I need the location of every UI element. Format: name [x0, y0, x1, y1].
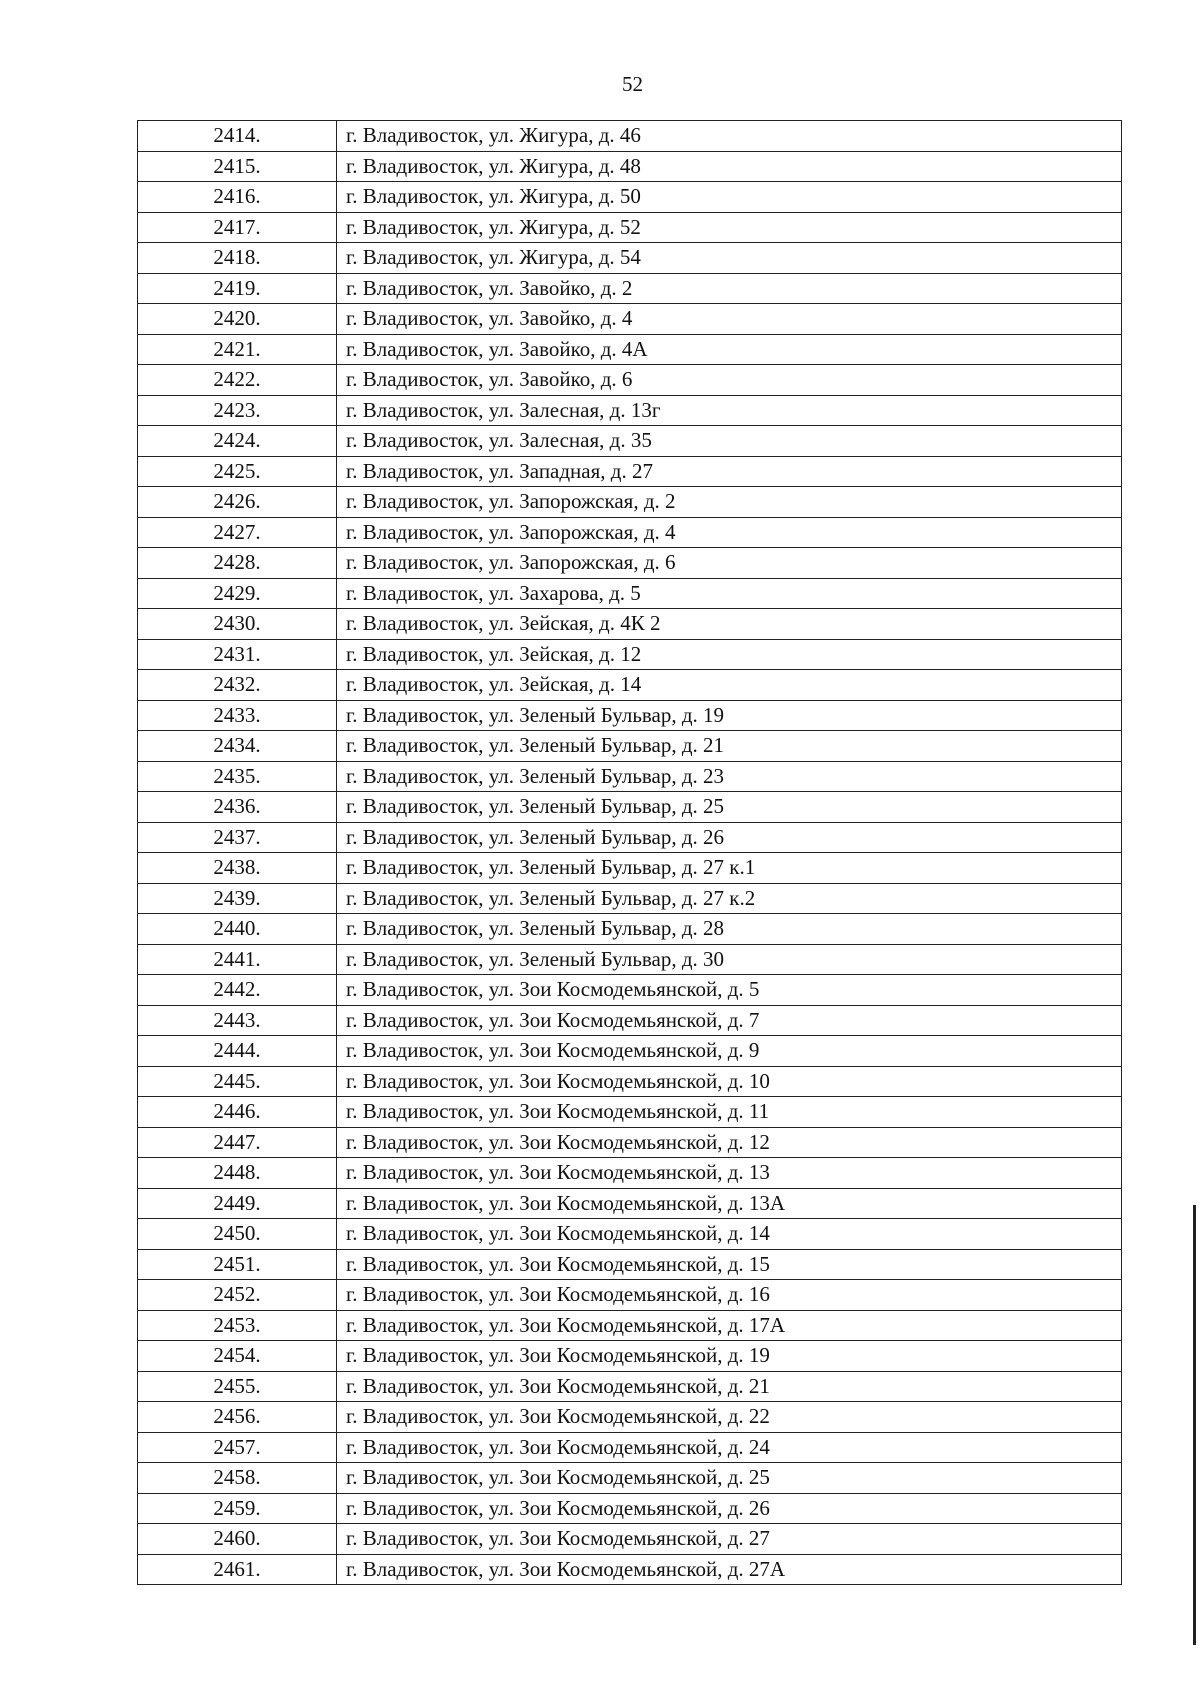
row-number: 2428.	[138, 548, 337, 579]
row-number: 2460.	[138, 1524, 337, 1555]
row-address: г. Владивосток, ул. Жигура, д. 50	[337, 182, 1122, 213]
row-address: г. Владивосток, ул. Зои Космодемьянской, д. 10	[337, 1066, 1122, 1097]
address-table	[137, 120, 1122, 1585]
table-row	[138, 1188, 1122, 1219]
row-number: 2417.	[138, 212, 337, 243]
row-number: 2434.	[138, 731, 337, 762]
table-row	[138, 1310, 1122, 1341]
table-row	[138, 121, 1122, 152]
row-number: 2436.	[138, 792, 337, 823]
row-number: 2439.	[138, 883, 337, 914]
row-address: г. Владивосток, ул. Зеленый Бульвар, д. 25	[337, 792, 1122, 823]
table-row	[138, 1249, 1122, 1280]
row-address: г. Владивосток, ул. Зои Космодемьянской, д. 15	[337, 1249, 1122, 1280]
row-address: г. Владивосток, ул. Жигура, д. 52	[337, 212, 1122, 243]
row-number: 2415.	[138, 151, 337, 182]
row-address: г. Владивосток, ул. Залесная, д. 35	[337, 426, 1122, 457]
table-row	[138, 548, 1122, 579]
table-row	[138, 1402, 1122, 1433]
table-row	[138, 822, 1122, 853]
table-row	[138, 578, 1122, 609]
table-row	[138, 426, 1122, 457]
row-address: г. Владивосток, ул. Зеленый Бульвар, д. 26	[337, 822, 1122, 853]
row-address: г. Владивосток, ул. Зои Космодемьянской, д. 27	[337, 1524, 1122, 1555]
row-number: 2429.	[138, 578, 337, 609]
row-address: г. Владивосток, ул. Зои Космодемьянской, д. 9	[337, 1036, 1122, 1067]
table-row	[138, 304, 1122, 335]
table-row	[138, 975, 1122, 1006]
row-address: г. Владивосток, ул. Завойко, д. 4	[337, 304, 1122, 335]
row-number: 2427.	[138, 517, 337, 548]
table-row	[138, 1554, 1122, 1585]
table-row	[138, 1036, 1122, 1067]
row-address: г. Владивосток, ул. Зейская, д. 14	[337, 670, 1122, 701]
row-number: 2442.	[138, 975, 337, 1006]
row-address: г. Владивосток, ул. Зои Космодемьянской, д. 11	[337, 1097, 1122, 1128]
table-row	[138, 273, 1122, 304]
page-number: 52	[622, 72, 643, 96]
row-address: г. Владивосток, ул. Завойко, д. 2	[337, 273, 1122, 304]
row-address: г. Владивосток, ул. Зейская, д. 4К 2	[337, 609, 1122, 640]
scan-edge-line	[1193, 1205, 1196, 1645]
row-number: 2448.	[138, 1158, 337, 1189]
row-address: г. Владивосток, ул. Зои Космодемьянской, д. 16	[337, 1280, 1122, 1311]
row-address: г. Владивосток, ул. Зои Космодемьянской, д. 5	[337, 975, 1122, 1006]
row-number: 2441.	[138, 944, 337, 975]
row-number: 2458.	[138, 1463, 337, 1494]
row-number: 2461.	[138, 1554, 337, 1585]
row-address: г. Владивосток, ул. Жигура, д. 48	[337, 151, 1122, 182]
row-number: 2438.	[138, 853, 337, 884]
table-row	[138, 853, 1122, 884]
row-address: г. Владивосток, ул. Зои Космодемьянской, д. 19	[337, 1341, 1122, 1372]
row-number: 2447.	[138, 1127, 337, 1158]
row-address: г. Владивосток, ул. Захарова, д. 5	[337, 578, 1122, 609]
row-address: г. Владивосток, ул. Зои Космодемьянской, д. 27А	[337, 1554, 1122, 1585]
row-number: 2426.	[138, 487, 337, 518]
row-address: г. Владивосток, ул. Зейская, д. 12	[337, 639, 1122, 670]
row-address: г. Владивосток, ул. Зеленый Бульвар, д. 21	[337, 731, 1122, 762]
row-number: 2457.	[138, 1432, 337, 1463]
row-address: г. Владивосток, ул. Жигура, д. 54	[337, 243, 1122, 274]
row-address: г. Владивосток, ул. Запорожская, д. 2	[337, 487, 1122, 518]
row-address: г. Владивосток, ул. Зои Космодемьянской, д. 24	[337, 1432, 1122, 1463]
row-address: г. Владивосток, ул. Зеленый Бульвар, д. 19	[337, 700, 1122, 731]
row-number: 2431.	[138, 639, 337, 670]
row-address: г. Владивосток, ул. Зеленый Бульвар, д. 28	[337, 914, 1122, 945]
table-row	[138, 212, 1122, 243]
row-number: 2459.	[138, 1493, 337, 1524]
row-number: 2421.	[138, 334, 337, 365]
row-address: г. Владивосток, ул. Зеленый Бульвар, д. 23	[337, 761, 1122, 792]
table-row	[138, 761, 1122, 792]
table-row	[138, 1005, 1122, 1036]
table-row	[138, 609, 1122, 640]
row-address: г. Владивосток, ул. Жигура, д. 46	[337, 121, 1122, 152]
row-number: 2420.	[138, 304, 337, 335]
table-row	[138, 1219, 1122, 1250]
row-number: 2456.	[138, 1402, 337, 1433]
row-address: г. Владивосток, ул. Зои Космодемьянской, д. 13А	[337, 1188, 1122, 1219]
table-row	[138, 365, 1122, 396]
row-number: 2432.	[138, 670, 337, 701]
row-address: г. Владивосток, ул. Зои Космодемьянской, д. 12	[337, 1127, 1122, 1158]
row-address: г. Владивосток, ул. Запорожская, д. 6	[337, 548, 1122, 579]
row-address: г. Владивосток, ул. Зои Космодемьянской, д. 17А	[337, 1310, 1122, 1341]
table-row	[138, 487, 1122, 518]
row-number: 2422.	[138, 365, 337, 396]
table-row	[138, 883, 1122, 914]
row-number: 2446.	[138, 1097, 337, 1128]
row-address: г. Владивосток, ул. Завойко, д. 6	[337, 365, 1122, 396]
table-row	[138, 670, 1122, 701]
row-number: 2418.	[138, 243, 337, 274]
table-row	[138, 243, 1122, 274]
row-address: г. Владивосток, ул. Зеленый Бульвар, д. 27 к.1	[337, 853, 1122, 884]
row-number: 2433.	[138, 700, 337, 731]
table-row	[138, 914, 1122, 945]
row-address: г. Владивосток, ул. Залесная, д. 13г	[337, 395, 1122, 426]
table-row	[138, 182, 1122, 213]
row-address: г. Владивосток, ул. Зои Космодемьянской, д. 13	[337, 1158, 1122, 1189]
table-row	[138, 151, 1122, 182]
row-address: г. Владивосток, ул. Зои Космодемьянской, д. 21	[337, 1371, 1122, 1402]
table-row	[138, 1127, 1122, 1158]
row-address: г. Владивосток, ул. Зои Космодемьянской, д. 14	[337, 1219, 1122, 1250]
table-row	[138, 517, 1122, 548]
row-number: 2425.	[138, 456, 337, 487]
row-address: г. Владивосток, ул. Зои Космодемьянской, д. 25	[337, 1463, 1122, 1494]
table-row	[138, 639, 1122, 670]
row-number: 2454.	[138, 1341, 337, 1372]
table-row	[138, 1432, 1122, 1463]
row-address: г. Владивосток, ул. Запорожская, д. 4	[337, 517, 1122, 548]
row-number: 2414.	[138, 121, 337, 152]
row-number: 2444.	[138, 1036, 337, 1067]
row-number: 2449.	[138, 1188, 337, 1219]
table-row	[138, 1066, 1122, 1097]
table-row	[138, 395, 1122, 426]
table-row	[138, 456, 1122, 487]
table-row	[138, 1524, 1122, 1555]
table-row	[138, 1280, 1122, 1311]
row-address: г. Владивосток, ул. Западная, д. 27	[337, 456, 1122, 487]
table-row	[138, 944, 1122, 975]
table-row	[138, 1158, 1122, 1189]
row-address: г. Владивосток, ул. Зои Космодемьянской, д. 22	[337, 1402, 1122, 1433]
address-table-body	[138, 121, 1122, 1585]
row-number: 2435.	[138, 761, 337, 792]
table-row	[138, 1371, 1122, 1402]
row-number: 2452.	[138, 1280, 337, 1311]
row-number: 2437.	[138, 822, 337, 853]
row-number: 2419.	[138, 273, 337, 304]
table-row	[138, 1463, 1122, 1494]
table-row	[138, 792, 1122, 823]
table-row	[138, 334, 1122, 365]
row-address: г. Владивосток, ул. Завойко, д. 4А	[337, 334, 1122, 365]
row-number: 2451.	[138, 1249, 337, 1280]
row-number: 2443.	[138, 1005, 337, 1036]
table-row	[138, 1097, 1122, 1128]
row-number: 2440.	[138, 914, 337, 945]
row-number: 2445.	[138, 1066, 337, 1097]
table-row	[138, 731, 1122, 762]
table-row	[138, 1341, 1122, 1372]
table-row	[138, 700, 1122, 731]
row-number: 2450.	[138, 1219, 337, 1250]
row-number: 2424.	[138, 426, 337, 457]
row-number: 2455.	[138, 1371, 337, 1402]
row-number: 2453.	[138, 1310, 337, 1341]
row-number: 2416.	[138, 182, 337, 213]
row-address: г. Владивосток, ул. Зеленый Бульвар, д. 27 к.2	[337, 883, 1122, 914]
table-row	[138, 1493, 1122, 1524]
row-number: 2423.	[138, 395, 337, 426]
row-address: г. Владивосток, ул. Зеленый Бульвар, д. 30	[337, 944, 1122, 975]
row-address: г. Владивосток, ул. Зои Космодемьянской, д. 26	[337, 1493, 1122, 1524]
row-address: г. Владивосток, ул. Зои Космодемьянской, д. 7	[337, 1005, 1122, 1036]
row-number: 2430.	[138, 609, 337, 640]
